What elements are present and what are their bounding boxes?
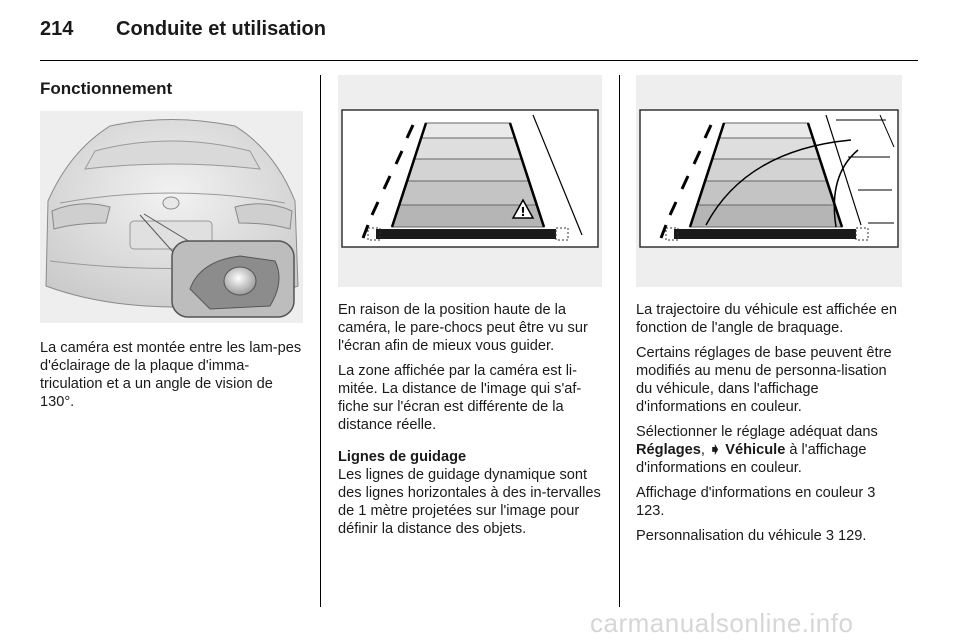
personalisation-text: Personnalisation du véhicule xyxy=(636,528,826,544)
watermark: carmanualsonline.info xyxy=(590,608,854,638)
select-setting-end: à l'affichage d'informations en couleur. xyxy=(636,442,867,476)
guidelines-paragraph: Les lignes de guidage dynamique sont des lignes horizontales à des in-tervalles de 1 mètre projetées sur l'image pour définir la distance des objets. xyxy=(338,467,601,537)
camera-display-illustration xyxy=(338,75,602,287)
column-divider-left xyxy=(320,75,321,607)
header-rule xyxy=(40,60,918,61)
page-header xyxy=(40,18,326,48)
info-display-page: 123. xyxy=(636,503,665,519)
section-heading: Fonctionnement xyxy=(40,79,173,98)
vehicle-label: Véhicule xyxy=(721,442,786,458)
page-ref-icon: 3 xyxy=(867,485,876,501)
page-ref-icon: 3 xyxy=(825,528,834,544)
camera-description: La caméra est montée entre les lam-pes d'éclairage de la plaque d'imma-triculation et a un angle de vision de 130°. xyxy=(40,340,302,410)
middle-column xyxy=(338,75,602,545)
trajectory-paragraph: La trajectoire du véhicule est affichée en fonction de l'angle de braquage. xyxy=(636,302,897,336)
rear-camera-illustration xyxy=(40,111,303,323)
select-setting-paragraph xyxy=(636,423,902,477)
personalisation-page: 129. xyxy=(833,528,867,544)
page-title: Conduite et utilisation xyxy=(116,18,326,40)
settings-label: Réglages xyxy=(636,442,701,458)
bumper-paragraph: En raison de la position haute de la caméra, le pare-chocs peut être vu sur l'écran afin de mieux vous guider. xyxy=(338,302,588,354)
svg-text:!: ! xyxy=(520,205,526,219)
menu-arrow-icon: ➧ xyxy=(709,442,722,458)
column-divider-right xyxy=(619,75,620,607)
select-setting-text: Sélectionner le réglage adéquat dans xyxy=(636,424,878,440)
guidelines-heading: Lignes de guidage xyxy=(338,449,467,465)
personalisation-reference xyxy=(636,527,902,545)
info-display-reference xyxy=(636,484,902,520)
separator: , xyxy=(700,442,709,458)
settings-paragraph: Certains réglages de base peuvent être modifiés au menu de personna-lisation du véhicule, dans l'affichage d'informations en couleur. xyxy=(636,345,892,415)
left-column xyxy=(40,75,304,418)
display-zone-paragraph: La zone affichée par la caméra est li-mitée. La distance de l'image qui s'af-fiche sur l'écran est différente de la distance réelle. xyxy=(338,363,582,433)
page-number: 214 xyxy=(40,18,74,40)
trajectory-display-illustration xyxy=(636,75,902,287)
info-display-text: Affichage d'informations en couleur xyxy=(636,485,868,501)
right-column xyxy=(636,75,902,552)
